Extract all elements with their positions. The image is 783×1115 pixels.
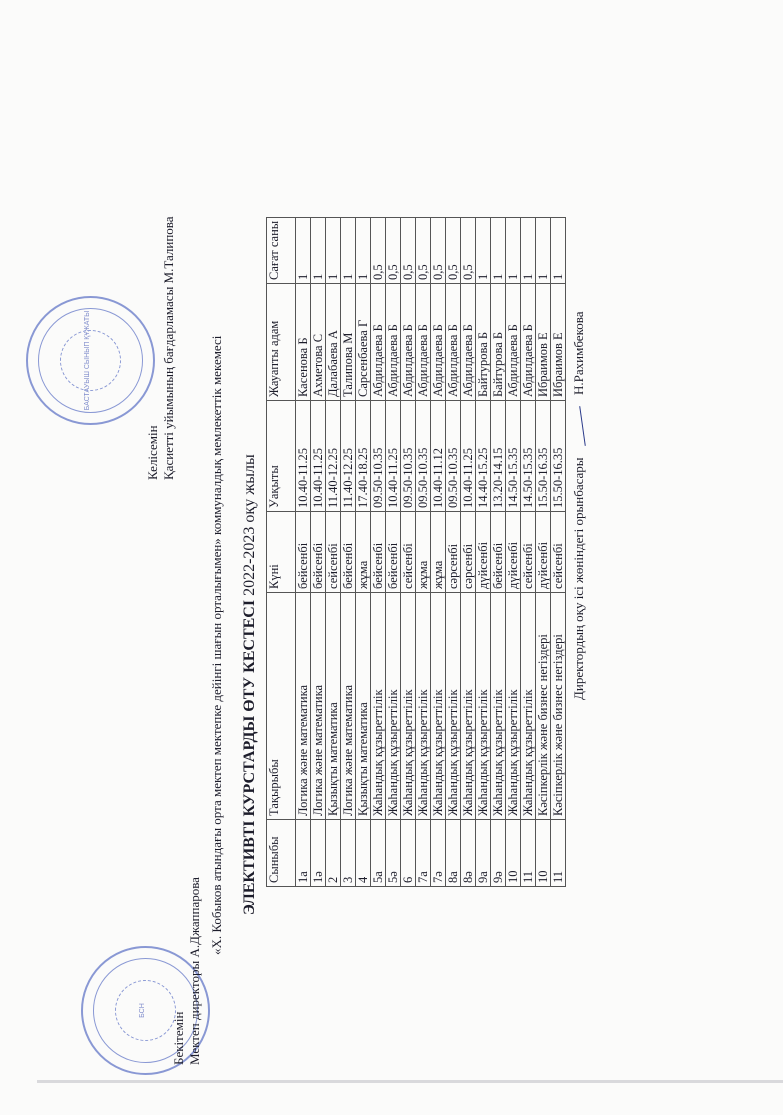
cell-time: 11.40-12.25 <box>341 401 356 512</box>
cell-responsible: Абдилдаева Б <box>386 284 401 401</box>
table-row <box>296 217 311 886</box>
stamp-right-text: БАСТАУЫШ СЫНЫП ҚҰЖАТЫ <box>84 310 91 411</box>
signature-mark <box>579 406 586 446</box>
table-row <box>341 217 356 886</box>
cell-time: 14.40-15.25 <box>476 401 491 512</box>
cell-class: 5ә <box>386 820 401 887</box>
cell-time: 10.40-11.25 <box>296 401 311 512</box>
cell-hours: 0,5 <box>371 217 386 283</box>
cell-time: 09.50-10.35 <box>371 401 386 512</box>
cell-hours: 1 <box>506 217 521 283</box>
cell-class: 1а <box>296 820 311 887</box>
cell-class: 6 <box>401 820 416 887</box>
cell-day: бейсенбі <box>371 512 386 593</box>
cell-class: 7ә <box>431 820 446 887</box>
document-title <box>241 454 259 915</box>
cell-responsible: Абдилдаева Б <box>461 284 476 401</box>
cell-day: дүйсенбі <box>536 512 551 593</box>
cell-hours: 1 <box>476 217 491 283</box>
table-row <box>551 217 566 886</box>
cell-hours: 1 <box>551 217 566 283</box>
cell-class: 2 <box>326 820 341 887</box>
table-row <box>521 217 536 886</box>
schedule-table <box>266 217 566 887</box>
cell-class: 11 <box>551 820 566 887</box>
cell-time: 14.50-15.35 <box>506 401 521 512</box>
approval-right-line1: Келісемін <box>145 425 160 480</box>
table-row <box>311 217 326 886</box>
cell-responsible: Сарсенбаева Г <box>356 284 371 401</box>
cell-hours: 0,5 <box>446 217 461 283</box>
cell-responsible: Далабаева А <box>326 284 341 401</box>
cell-time: 17.40-18.25 <box>356 401 371 512</box>
table-row <box>416 217 431 886</box>
cell-topic: Жаһандық құзыреттілік <box>371 593 386 820</box>
cell-topic: Жаһандық құзыреттілік <box>476 593 491 820</box>
cell-topic: Қызықты математика <box>356 593 371 820</box>
cell-class: 1ә <box>311 820 326 887</box>
cell-responsible: Абдилдаева Б <box>371 284 386 401</box>
cell-class: 9а <box>476 820 491 887</box>
cell-responsible: Касенова Б <box>296 284 311 401</box>
cell-responsible: Абдилдаева Б <box>401 284 416 401</box>
table-row <box>446 217 461 886</box>
cell-time: 09.50-10.35 <box>416 401 431 512</box>
approval-left-line2: Мектеп директоры А.Джаппарова <box>187 877 202 1065</box>
cell-responsible: Байтурова Б <box>491 284 506 401</box>
cell-hours: 1 <box>311 217 326 283</box>
table-row <box>401 217 416 886</box>
cell-responsible: Ибраимов Е <box>536 284 551 401</box>
cell-day: бейсенбі <box>296 512 311 593</box>
cell-class: 5а <box>371 820 386 887</box>
header-time: Уақыты <box>267 401 296 512</box>
cell-class: 7а <box>416 820 431 887</box>
table-header-row <box>267 217 296 886</box>
cell-topic: Жаһандық құзыреттілік <box>506 593 521 820</box>
cell-day: жұма <box>356 512 371 593</box>
cell-hours: 1 <box>536 217 551 283</box>
cell-class: 4 <box>356 820 371 887</box>
table-row <box>491 217 506 886</box>
cell-class: 9ә <box>491 820 506 887</box>
cell-day: сейсенбі <box>521 512 536 593</box>
cell-day: сәрсенбі <box>461 512 476 593</box>
cell-time: 10.40-11.12 <box>431 401 446 512</box>
rotated-sheet <box>11 5 771 1105</box>
cell-hours: 1 <box>326 217 341 283</box>
cell-topic: Жаһандық құзыреттілік <box>416 593 431 820</box>
cell-day: бейсенбі <box>341 512 356 593</box>
table-row <box>461 217 476 886</box>
signer-name: Н.Рахимбекова <box>571 311 586 395</box>
approval-left-line1: Бекітемін <box>171 1011 186 1065</box>
table-row <box>371 217 386 886</box>
table-row <box>356 217 371 886</box>
cell-day: бейсенбі <box>386 512 401 593</box>
cell-hours: 1 <box>341 217 356 283</box>
cell-hours: 1 <box>296 217 311 283</box>
cell-class: 8ә <box>461 820 476 887</box>
cell-time: 09.50-10.35 <box>401 401 416 512</box>
cell-day: сейсенбі <box>551 512 566 593</box>
cell-topic: Жаһандық құзыреттілік <box>386 593 401 820</box>
cell-topic: Жаһандық құзыреттілік <box>491 593 506 820</box>
cell-topic: Логика және математика <box>311 593 326 820</box>
cell-hours: 0,5 <box>401 217 416 283</box>
cell-day: дүйсенбі <box>506 512 521 593</box>
organization-line: «Х. Кобыков атындағы орта мектеп мектепке дейінгі шағын орталығымен» коммуналдық мемлекеттік мекемесі <box>209 335 224 955</box>
cell-responsible: Абдилдаева Б <box>521 284 536 401</box>
cell-time: 10.40-11.25 <box>386 401 401 512</box>
cell-topic: Кәсіпкерлік және бизнес негіздері <box>536 593 551 820</box>
header-responsible: Жауапты адам <box>267 284 296 401</box>
table-row <box>476 217 491 886</box>
cell-responsible: Байтурова Б <box>476 284 491 401</box>
cell-topic: Жаһандық құзыреттілік <box>521 593 536 820</box>
header-class: Сыныбы <box>267 820 296 887</box>
cell-time: 11.40-12.25 <box>326 401 341 512</box>
cell-day: сейсенбі <box>401 512 416 593</box>
table-row <box>506 217 521 886</box>
cell-time: 09.50-10.35 <box>446 401 461 512</box>
cell-responsible: Абдилдаева Б <box>446 284 461 401</box>
cell-hours: 1 <box>491 217 506 283</box>
cell-hours: 0,5 <box>431 217 446 283</box>
title-year: 2022-2023 оқу жылы <box>241 454 258 600</box>
signature-line <box>571 312 587 700</box>
cell-class: 10 <box>536 820 551 887</box>
approval-block-left <box>171 877 203 1065</box>
cell-responsible: Талипова М <box>341 284 356 401</box>
cell-hours: 0,5 <box>416 217 431 283</box>
cell-day: дүйсенбі <box>476 512 491 593</box>
cell-responsible: Ахметова С <box>311 284 326 401</box>
header-topic: Тақырыбы <box>267 593 296 820</box>
cell-class: 8а <box>446 820 461 887</box>
header-day: Күні <box>267 512 296 593</box>
cell-class: 10 <box>506 820 521 887</box>
approval-block-right <box>145 216 177 480</box>
cell-topic: Қызықты математика <box>326 593 341 820</box>
cell-responsible: Абдилдаева Б <box>416 284 431 401</box>
cell-time: 13.20-14.15 <box>491 401 506 512</box>
table-row <box>431 217 446 886</box>
cell-class: 11 <box>521 820 536 887</box>
cell-topic: Жаһандық құзыреттілік <box>431 593 446 820</box>
cell-hours: 1 <box>521 217 536 283</box>
cell-hours: 1 <box>356 217 371 283</box>
cell-topic: Логика және математика <box>341 593 356 820</box>
cell-time: 10.40-11.25 <box>461 401 476 512</box>
cell-topic: Логика және математика <box>296 593 311 820</box>
official-stamp-right <box>26 296 155 425</box>
cell-time: 15.50-16.35 <box>551 401 566 512</box>
cell-day: жұма <box>416 512 431 593</box>
scan-edge <box>37 1080 783 1083</box>
cell-responsible: Абдилдаева Б <box>506 284 521 401</box>
cell-topic: Жаһандық құзыреттілік <box>401 593 416 820</box>
cell-hours: 0,5 <box>461 217 476 283</box>
cell-hours: 0,5 <box>386 217 401 283</box>
table-row <box>386 217 401 886</box>
cell-topic: Кәсіпкерлік және бизнес негіздері <box>551 593 566 820</box>
cell-day: бейсенбі <box>311 512 326 593</box>
signer-role: Директордың оқу ісі жөніндегі орынбасары <box>571 457 586 700</box>
cell-day: бейсенбі <box>491 512 506 593</box>
cell-topic: Жаһандық құзыреттілік <box>446 593 461 820</box>
cell-time: 10.40-11.25 <box>311 401 326 512</box>
stamp-left-text: БСН <box>139 1003 146 1018</box>
cell-time: 14.50-15.35 <box>521 401 536 512</box>
header-hours: Сағат саны <box>267 217 296 283</box>
table-row <box>536 217 551 886</box>
cell-day: сейсенбі <box>326 512 341 593</box>
cell-responsible: Ибраимов Е <box>551 284 566 401</box>
table-row <box>326 217 341 886</box>
cell-topic: Жаһандық құзыреттілік <box>461 593 476 820</box>
approval-right-line2: Қасиетті уйымының бағдарламасы М.Талипова <box>161 216 176 480</box>
cell-class: 3 <box>341 820 356 887</box>
cell-responsible: Абдилдаева Б <box>431 284 446 401</box>
cell-day: сәрсенбі <box>446 512 461 593</box>
title-main: ЭЛЕКТИВТІ КУРСТАРДЫ ӨТУ КЕСТЕСІ <box>241 599 258 915</box>
cell-time: 15.50-16.35 <box>536 401 551 512</box>
cell-day: жұма <box>431 512 446 593</box>
